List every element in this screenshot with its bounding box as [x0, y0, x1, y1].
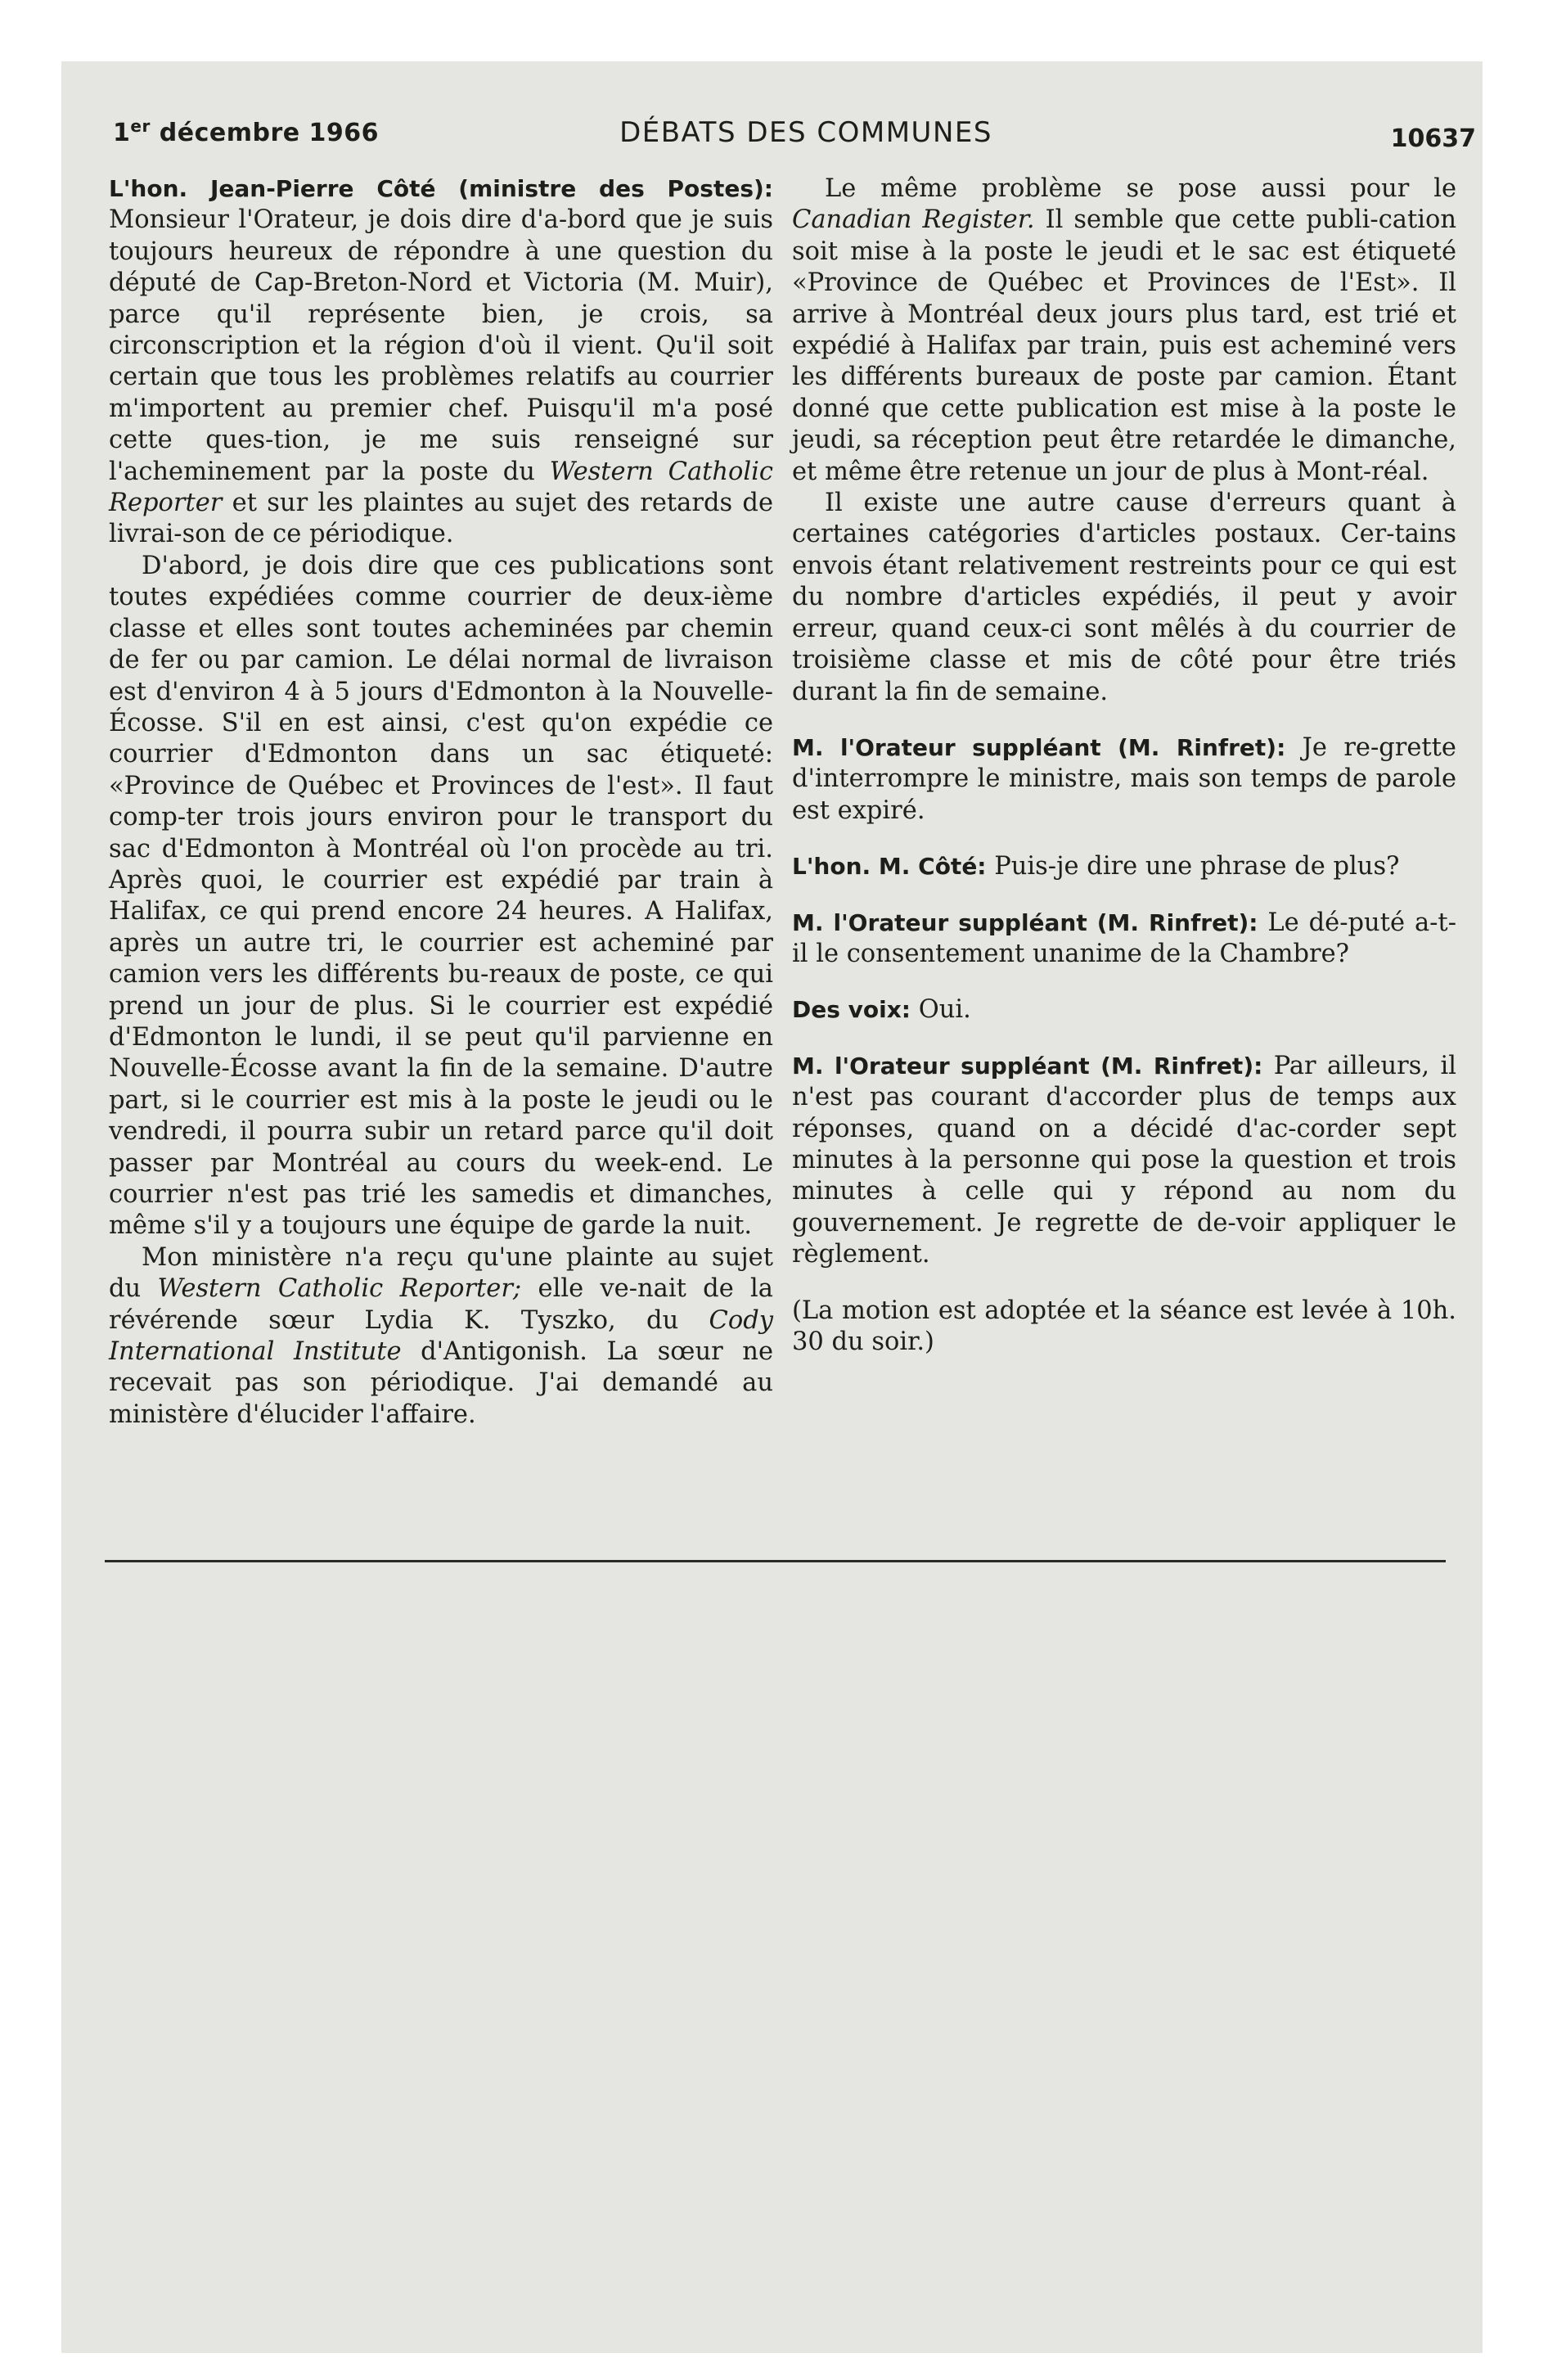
paragraph: Il existe une autre cause d'erreurs quant à certaines catégories d'articles postaux. Cer-tains envois étant relativement restreints pour ce qui est du nombre d'articles expédiés, il peut y avoir erreur, quand ceux-ci sont mêlés à du courrier de troisième classe et mis de côté pour être triés durant la fin de semaine. [792, 489, 1456, 706]
paragraph: Des voix: Oui. [792, 995, 971, 1025]
speaker-label: Des voix: [792, 996, 911, 1024]
paragraph: M. l'Orateur suppléant (M. Rinfret): Par ailleurs, il n'est pas courant d'accorder plus de temps aux réponses, quand on a décidé d'ac-corder sept minutes à la personne qui pose la question et trois minutes à celle qui y répond au nom du gouvernement. Je regrette de de-voir appliquer le règlement. [792, 1051, 1457, 1269]
page-number: 10637 [1390, 124, 1476, 153]
speaker-label: L'hon. Jean-Pierre Côté (ministre des Postes): [109, 175, 773, 202]
paragraph: D'abord, je dois dire que ces publications sont toutes expédiées comme courrier de deux-ième classe et elles sont toutes acheminées par chemin de fer ou par camion. Le délai normal de livraison est d'environ 4 à 5 jours d'Edmonton à la Nouvelle-Écosse. S'il en est ainsi, c'est qu'on expédie ce courrier d'Edmonton dans un sac étiqueté: «Province de Québec et Provinces de l'est». Il faut comp-ter trois jours environ pour le transport du sac d'Edmonton à Montréal où l'on procède au tri. Après quoi, le courrier est expédié par train à Halifax, ce qui prend encore 24 heures. A Halifax, après un autre tri, le courrier est acheminé par camion vers les différents bu-reaux de poste, ce qui prend un jour de plus. Si le courrier est expédié d'Edmonton le lundi, il se peut qu'il parvienne en Nouvelle-Écosse avant la fin de la semaine. D'autre part, si le courrier est mis à la poste le jeudi ou le vendredi, il pourra subir un retard parce qu'il doit passer par Montréal au cours du week-end. Le courrier n'est pas trié les samedis et dimanches, même s'il y a toujours une équipe de garde la nuit. [109, 551, 773, 1241]
speaker-label: M. l'Orateur suppléant (M. Rinfret): [792, 908, 1258, 936]
speaker-label: M. l'Orateur suppléant (M. Rinfret): [792, 1052, 1263, 1080]
header-title: DÉBATS DES COMMUNES [619, 116, 992, 149]
header-date: 1er décembre 1966 [113, 116, 380, 147]
document-page [61, 61, 1483, 2353]
paragraph: M. l'Orateur suppléant (M. Rinfret): Le dé-puté a-t-il le consentement unanime de la Chambre? [792, 908, 1456, 968]
paragraph: L'hon. M. Côté: Puis-je dire une phrase de plus? [792, 852, 1400, 881]
speaker-label: M. l'Orateur suppléant (M. Rinfret): [792, 733, 1286, 761]
closing-note: (La motion est adoptée et la séance est levée à 10h. 30 du soir.) [792, 1296, 1456, 1356]
paragraph: M. l'Orateur suppléant (M. Rinfret): Je re-grette d'interrompre le ministre, mais son temps de parole est expiré. [792, 732, 1456, 825]
left-column [109, 174, 773, 1431]
speaker-label: L'hon. M. Côté: [792, 853, 987, 881]
section-divider [105, 1560, 1446, 1562]
paragraph: L'hon. Jean-Pierre Côté (ministre des Postes): Monsieur l'Orateur, je dois dire d'a-bord que je suis toujours heureux de répondre à une question du député de Cap-Breton-Nord et Victoria (M. Muir), parce qu'il représente bien, je crois, sa circonscription et la région d'où il vient. Qu'il soit certain que tous les problèmes relatifs au courrier m'importent au premier chef. Puisqu'il m'a posé cette ques-tion, je me suis renseigné sur l'acheminement par la poste du Western Catholic Reporter et sur les plaintes au sujet des retards de livrai-son de ce périodique. [109, 175, 773, 549]
page-header [113, 116, 1499, 157]
paragraph: Mon ministère n'a reçu qu'une plainte au sujet du Western Catholic Reporter; elle ve-nait de la révérende sœur Lydia K. Tyszko, du Cody International Institute d'Antigonish. La sœur ne recevait pas son périodique. J'ai demandé au ministère d'élucider l'affaire. [109, 1242, 773, 1429]
paragraph: Le même problème se pose aussi pour le Canadian Register. Il semble que cette publi-cation soit mise à la poste le jeudi et le sac est étiqueté «Province de Québec et Provinces de l'Est». Il arrive à Montréal deux jours plus tard, est trié et expédié à Halifax par train, puis est acheminé vers les différents bureaux de poste par camion. Étant donné que cette publication est mise à la poste le jeudi, sa réception peut être retardée le dimanche, et même être retenue un jour de plus à Mont-réal. [792, 174, 1457, 486]
right-column [792, 174, 1456, 1358]
